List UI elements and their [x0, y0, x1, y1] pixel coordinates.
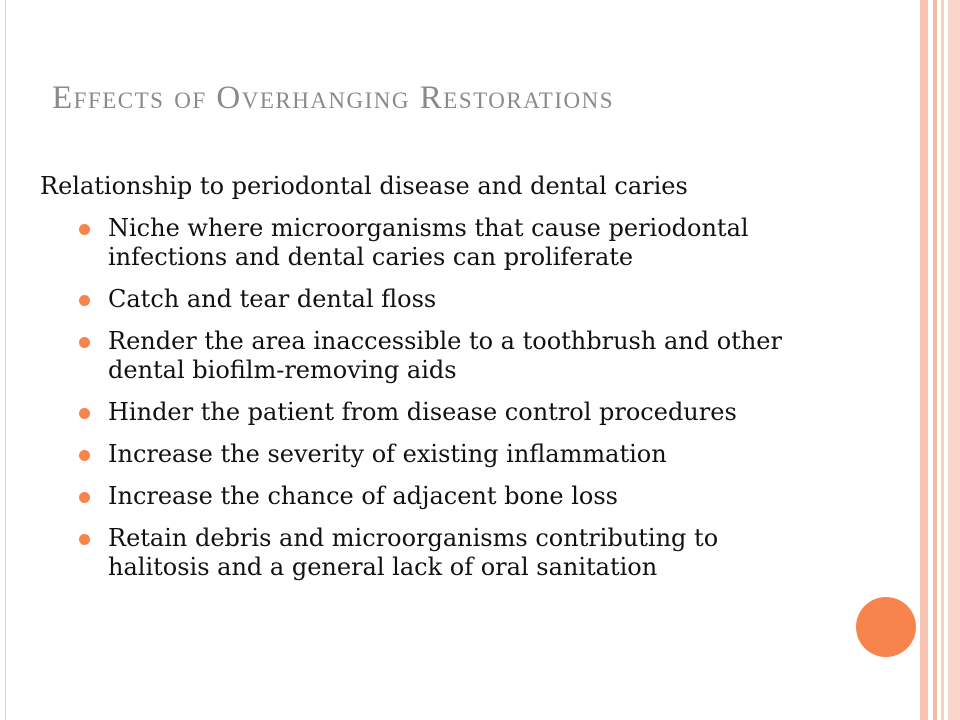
bullet-line: dental biofilm-removing aids: [108, 356, 457, 384]
bullet-line: Retain debris and microorganisms contributing to: [108, 524, 719, 552]
bullet-dot-icon: [79, 337, 90, 348]
bullet-dot-icon: [79, 295, 90, 306]
bullet-list: [40, 214, 920, 582]
list-item: [40, 327, 920, 385]
bullet-dot-icon: [79, 534, 90, 545]
list-item: [40, 440, 920, 469]
list-item: [40, 214, 920, 272]
bullet-line: Increase the severity of existing inflammation: [108, 440, 667, 468]
list-item: [40, 285, 920, 314]
decorative-stripe: [948, 0, 960, 720]
slide-title: Effects of Overhanging Restorations: [52, 80, 614, 116]
bullet-dot-icon: [79, 408, 90, 419]
list-item: [40, 524, 920, 582]
bullet-line: Catch and tear dental floss: [108, 285, 437, 313]
bullet-line: infections and dental caries can proliferate: [108, 243, 634, 271]
decorative-stripe: [920, 0, 928, 720]
bullet-line: Niche where microorganisms that cause periodontal: [108, 214, 749, 242]
left-frame-line: [5, 0, 6, 720]
intro-text: Relationship to periodontal disease and dental caries: [40, 172, 688, 200]
slide-content: [40, 170, 920, 595]
bullet-line: Increase the chance of adjacent bone loss: [108, 482, 618, 510]
decorative-circle: [856, 597, 916, 657]
bullet-line: Render the area inaccessible to a toothbrush and other: [108, 327, 782, 355]
list-item: [40, 398, 920, 427]
bullet-dot-icon: [79, 450, 90, 461]
bullet-dot-icon: [79, 492, 90, 503]
list-item: [40, 482, 920, 511]
bullet-line: Hinder the patient from disease control procedures: [108, 398, 737, 426]
bullet-dot-icon: [79, 224, 90, 235]
bullet-line: halitosis and a general lack of oral sanitation: [108, 553, 658, 581]
